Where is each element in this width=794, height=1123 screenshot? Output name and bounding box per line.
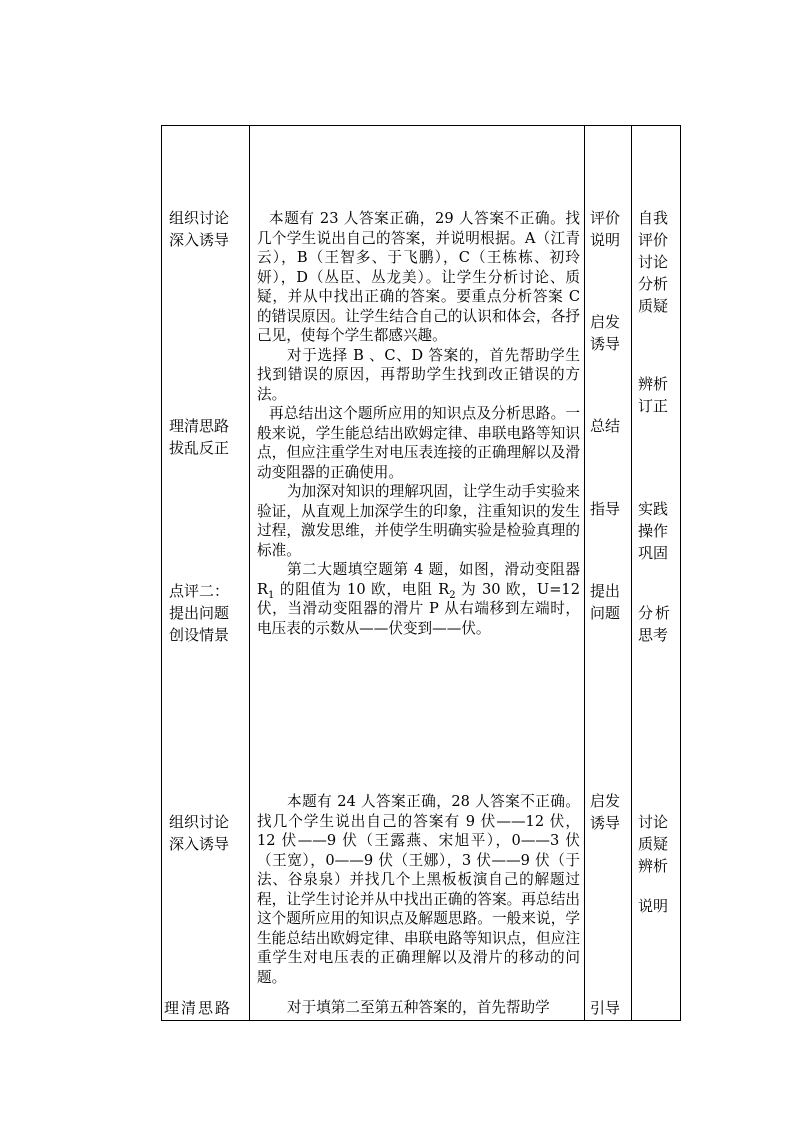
teaching-content: [257, 209, 580, 638]
student-activity: 辨析: [638, 857, 669, 875]
subscript: 1: [268, 589, 275, 601]
stage-label: 拔乱反正: [169, 439, 230, 457]
paragraph: [257, 560, 580, 638]
column-divider: [631, 125, 632, 1021]
teacher-activity: 启发: [590, 313, 621, 331]
teacher-activity: 指导: [590, 500, 621, 518]
teacher-activity: 提出: [590, 582, 621, 600]
paragraph: 再总结出这个题所应用的知识点及分析思路。一般来说，学生能总结出欧姆定律、串联电路等知识点，但应注重学生对电压表连接的正确理解以及滑动变阻器的正确使用。: [257, 405, 580, 481]
student-activity: 说明: [638, 897, 669, 915]
stage-label: 深入诱导: [169, 231, 230, 249]
paragraph: 本题有 23 人答案正确，29 人答案不正确。找几个学生说出自己的答案，并说明根据。A（江青云），B（王智多、于飞鹏），C（王栋栋、初玲妍），D（丛臣、丛龙美）。让学生分析讨论、质疑，并从中找出正确的答案。要重点分析答案 C 的错误原因。让学生结合自己的认识和体会，各抒己见，使每个学生都感兴趣。: [257, 210, 580, 344]
student-activity: 评价: [638, 231, 669, 249]
paragraph: 对于选择 B 、C、D 答案的，首先帮助学生找到错误的原因，再帮助学生找到改正错误的方法。: [257, 346, 580, 403]
teacher-activity: 引导: [590, 999, 621, 1017]
teacher-activity: 诱导: [590, 335, 621, 353]
teacher-activity: 说明: [590, 231, 621, 249]
student-activity: 自我: [638, 209, 669, 227]
student-activity: 质疑: [638, 835, 669, 853]
stage-label: 理清思路: [169, 417, 230, 435]
stage-label: 组织讨论: [169, 209, 230, 227]
student-activity: 讨论: [638, 253, 669, 271]
text: 的阻值为 10 欧，电阻 R: [274, 580, 450, 598]
text: 第二大题填空题第 4 题，如图，滑动变阻器 R: [257, 561, 580, 598]
stage-label: 提出问题: [169, 604, 230, 622]
teaching-content: [257, 792, 580, 987]
paragraph: 对于填第二至第五种答案的，首先帮助学: [287, 999, 550, 1016]
column-divider: [584, 125, 585, 1021]
stage-label: 理清思路: [164, 999, 233, 1017]
paragraph: 为加深对知识的理解巩固，让学生动手实验来验证，从直观上加深学生的印象，注重知识的发生过程，激发思维，并使学生明确实验是检验真理的标准。: [257, 483, 580, 559]
text: 为 30 欧，U=12 伏，当滑动变阻器的滑片 P 从右端移到左端时，电压表的示数从——伏变到——伏。: [257, 580, 580, 637]
student-activity: 操作: [638, 522, 669, 540]
stage-label: 创设情景: [169, 626, 230, 644]
teaching-content: [257, 998, 580, 1018]
student-activity: 讨论: [638, 813, 669, 831]
teacher-activity: 启发: [590, 792, 621, 810]
student-activity: 分析: [638, 275, 669, 293]
student-activity: 实践: [638, 500, 669, 518]
column-divider: [249, 125, 250, 1021]
subscript: 2: [449, 589, 456, 601]
paragraph: 本题有 24 人答案正确，28 人答案不正确。找几个学生说出自己的答案有 9 伏——12 伏，12 伏——9 伏（王露燕、宋旭平），0——3 伏（王宽），0——9 伏（王娜），3 伏——9 伏（于法、谷泉泉）并找几个上黑板板演自己的解题过程，让学生讨论并从中找出正确的答案。再总结出这个题所应用的知识点及解题思路。一般来说，学生能总结出欧姆定律、串联电路等知识点，但应注重学生对电压表的正确理解以及滑片的移动的问题。: [257, 793, 580, 986]
teacher-activity: 诱导: [590, 814, 621, 832]
teacher-activity: 总结: [590, 417, 621, 435]
stage-label: 深入诱导: [169, 835, 230, 853]
student-activity: 思考: [638, 626, 669, 644]
student-activity: 质疑: [638, 297, 669, 315]
student-activity: 巩固: [638, 544, 669, 562]
student-activity: 分析: [638, 604, 673, 622]
student-activity: 辨析: [638, 375, 669, 393]
teacher-activity: 评价: [590, 209, 621, 227]
stage-label: 组织讨论: [169, 813, 230, 831]
stage-label: 点评二：: [169, 582, 230, 600]
teacher-activity: 问题: [590, 604, 621, 622]
student-activity: 订正: [638, 397, 669, 415]
